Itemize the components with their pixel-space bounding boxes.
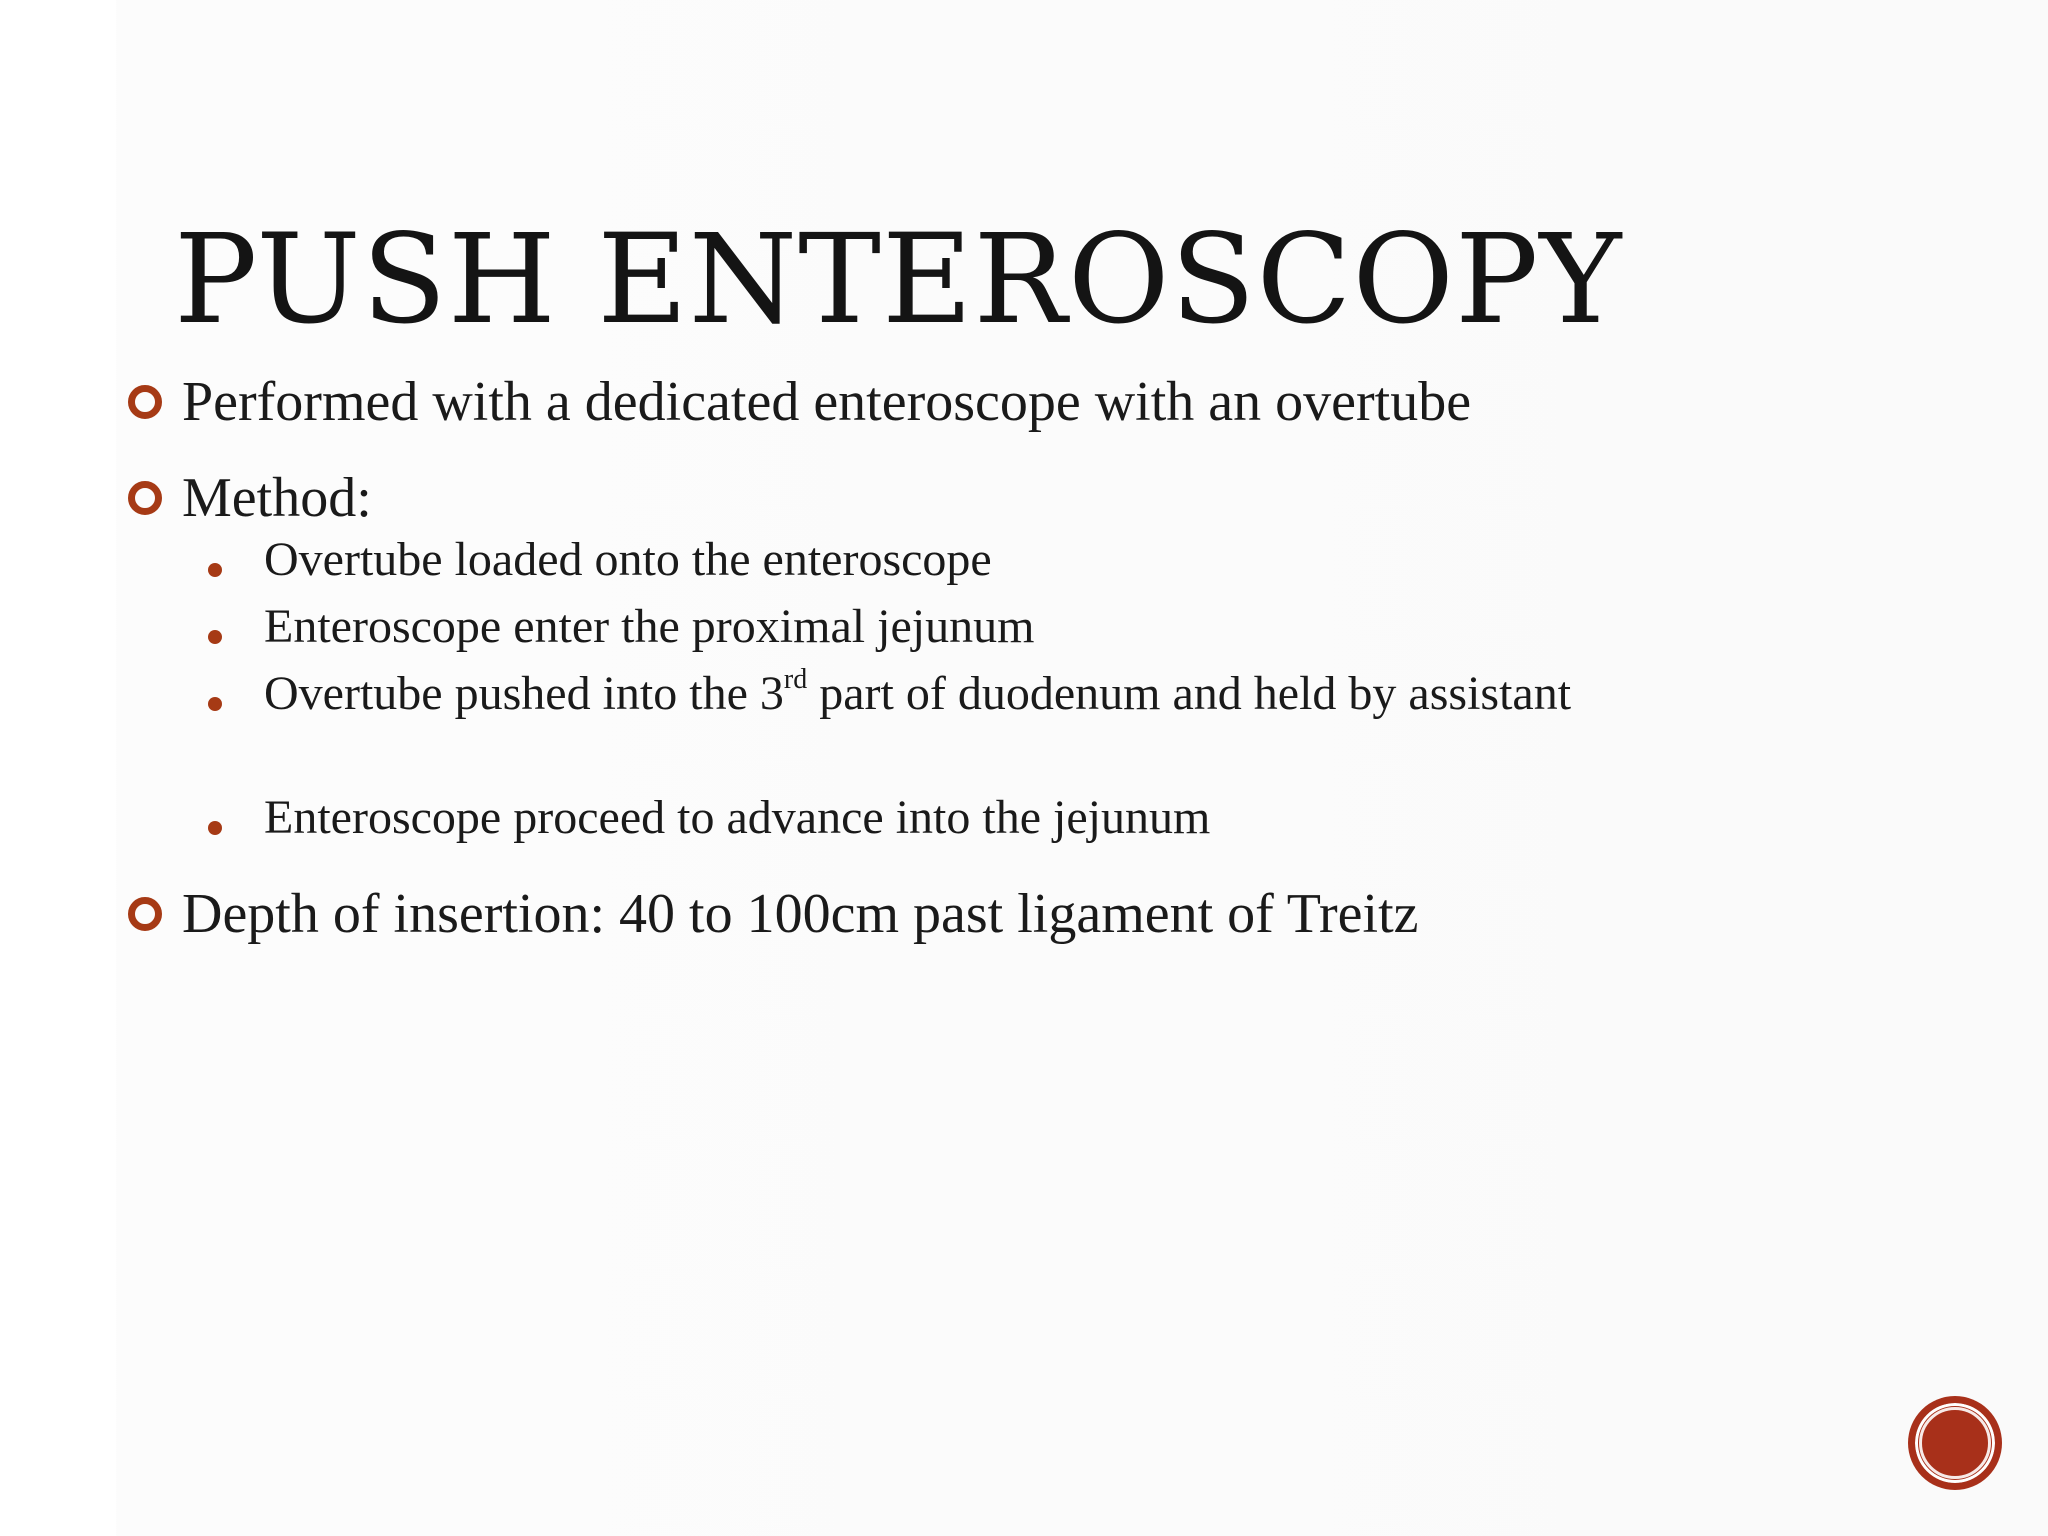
sub-bullet-item (208, 664, 1764, 720)
bullet-item (128, 884, 1419, 944)
sub-bullet-text: Enteroscope enter the proximal jejunum (264, 600, 1035, 653)
sub-bullet-text-part: Overtube pushed into the 3 (264, 667, 784, 720)
sub-bullet-text-part: part of duodenum and held by assistant (807, 667, 1572, 720)
bullet-item (128, 372, 1471, 432)
superscript-ordinal: rd (783, 664, 808, 695)
slide-title: PUSH ENTEROSCOPY (174, 208, 1623, 352)
sub-bullet-text: Enteroscope proceed to advance into the jejunum (264, 791, 1211, 844)
ring-bullet-icon (128, 385, 162, 419)
bullet-text: Method: (182, 467, 372, 529)
dot-bullet-icon (208, 821, 222, 835)
sub-bullet-item (208, 533, 1764, 586)
sub-bullet-item (208, 791, 1764, 844)
sub-bullet-text: Overtube loaded onto the enteroscope (264, 533, 992, 586)
sub-bullet-item (208, 600, 1764, 653)
dot-bullet-icon (208, 630, 222, 644)
ring-bullet-icon (128, 481, 162, 515)
slide-nav-button[interactable] (1912, 1400, 1998, 1486)
bullet-text: Depth of insertion: 40 to 100cm past ligament of Treitz (182, 883, 1419, 945)
sub-bullet-text (264, 664, 1764, 720)
slide-margin-band (0, 0, 116, 1536)
ring-bullet-icon (128, 897, 162, 931)
bullet-item (128, 468, 372, 528)
dot-bullet-icon (208, 697, 222, 711)
bullet-text: Performed with a dedicated enteroscope with an overtube (182, 371, 1472, 433)
dot-bullet-icon (208, 563, 222, 577)
